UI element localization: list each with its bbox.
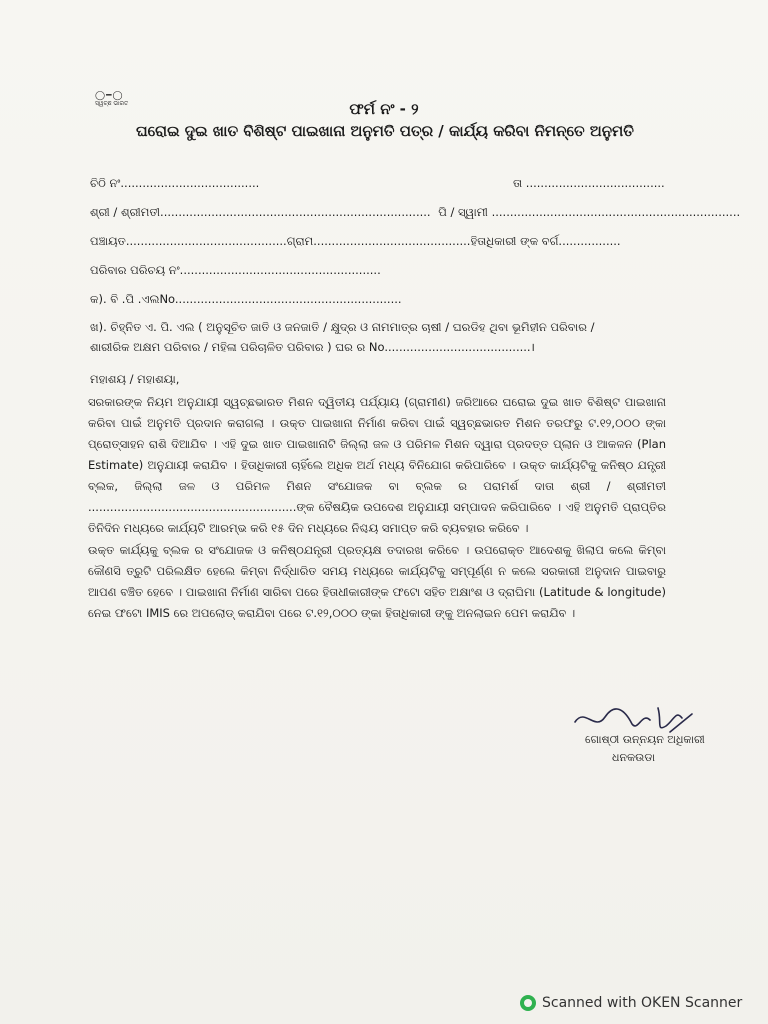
identified-apl-line-1: ଖ). ଚିହ୍ନିତ ଏ. ପି. ଏଲ ( ଅନୁସୂଚିତ ଜାତି ଓ ଜନଜାତି / କ୍ଷୁଦ୍ର ଓ ନାମମାତ୍ର ଚାଷୀ / ଘରଡିହ ଥିବା ଭୂମିହୀନ ପରିବାର / [90, 320, 595, 334]
date-field: ତା ...................................... [513, 176, 665, 190]
name-field: ଶ୍ରୀ / ଶ୍ରୀମତୀ.......................................................................... [90, 205, 431, 219]
identified-apl-line-2: ଶାରୀରିକ ଅକ୍ଷମ ପରିବାର / ମହିଳା ପରିଚାଳିତ ପରିବାର ) ଘର ର No........................................। [90, 340, 535, 354]
glasses-icon: ◯━◯ [95, 91, 124, 101]
logo-text: ସ୍ୱଚ୍ଛ ଭାରତ [95, 100, 129, 107]
father-husband-field: ପି / ସ୍ୱାମୀ .................................................................... [438, 205, 741, 219]
paragraph-1: ସରକାରଙ୍କ ନିୟମ ଅନୁଯାୟୀ ସ୍ୱଚ୍ଛଭାରତ ମିଶନ ଦ୍ୱିତୀୟ ପର୍ଯ୍ୟାୟ (ଗ୍ରାମୀଣ) ଜରିଆରେ ଘରୋଇ ଦୁଇ ଖାତ ବିଶିଷ୍ଟ ପାଇଖାନା କରିବା ପାଇଁ ଅନୁମତି ପ୍ରଦାନ କରାଗଲା । ଉକ୍ତ ପାଇଖାନା ନିର୍ମାଣ କରିବା ପାଇଁ ସ୍ୱଚ୍ଛଭାରତ ମିଶନ ତରଫରୁ ଟ.୧୨,୦୦୦ ଙ୍କା ପ୍ରୋତ୍ସାହନ ରାଶି ଦିଆଯିବ । ଏହି ଦୁଇ ଖାତ ପାଇଖାନାଟି ଜିଲ୍ଲା ଜଳ ଓ ପରିମଳ ମିଶନ ଦ୍ୱାରା ପ୍ରଦତ୍ତ ପ୍ଲାନ ଓ ଆକଳନ (Plan Estimate) ଅନୁଯାୟୀ କରାଯିବ । ହିତାଧିକାରୀ ଚାହିଁଲେ ଅଧିକ ଅର୍ଥ ମଧ୍ୟ ବିନିଯୋଗ କରିପାରିବେ । ଉକ୍ତ କାର୍ଯ୍ୟଟିକୁ କନିଷ୍ଠ ଯନ୍ତ୍ରୀ ବ୍ଲକ, ଜିଲ୍ଲା ଜଳ ଓ ପରିମଳ ମିଶନ ସଂଯୋଜକ ବା ବ୍ଲକ ର ପରାମର୍ଶ ଦାତା ଶ୍ରୀ / ଶ୍ରୀମତୀ .........................................................ଙ୍କ ବୈଷୟିକ ଉପଦେଶ ଅନୁଯାୟୀ ସମ୍ପାଦନ କରିପାରିବେ । ଏହି ଅନୁମତି ପ୍ରାପ୍ତିର ତିନିଦିନ ମଧ୍ୟରେ କାର୍ଯ୍ୟଟି ଆରମ୍ଭ କରି ୧୫ ଦିନ ମଧ୍ୟରେ ନିଶ୍ଚୟ ସମାପ୍ତ କରି ବ୍ୟବହାର କରିବେ । [88, 395, 666, 535]
form-title: ଘରୋଇ ଦୁଇ ଖାତ ବିଶିଷ୍ଟ ପାଇଖାନା ଅନୁମତି ପତ୍ର / କାର୍ଯ୍ୟ କରିବା ନିମନ୍ତେ ଅନୁମତି [136, 122, 634, 140]
scanner-watermark [520, 993, 742, 1013]
signatory-place: ଧନକଉଡା [612, 751, 655, 764]
scanner-text: Scanned with OKEN Scanner [542, 995, 743, 1011]
signatory-designation: ଗୋଷ୍ଠୀ ଉନ୍ନୟନ ଅଧିକାରୀ [585, 733, 705, 746]
oken-scanner-icon [520, 995, 536, 1011]
panchayat-village-category-field: ପଞ୍ଚାୟତ............................................ଗ୍ରାମ...........................................ହିତାଧିକାରୀ ଙ୍କ ବର୍ଗ................. [90, 234, 621, 248]
form-number: ଫର୍ମ ନଂ - ୨ [349, 100, 419, 118]
letter-number-field: ଚିଠି ନଂ...................................... [90, 176, 260, 190]
bpl-number-field: କ). ବି .ପି .ଏଲNo.............................................................. [90, 292, 402, 306]
paragraph-2: ଉକ୍ତ କାର୍ଯ୍ୟକୁ ବ୍ଲକ ର ସଂଯୋଜକ ଓ କନିଷ୍ଠଯନ୍ତ୍ରୀ ପ୍ରତ୍ୟକ୍ଷ ତଦାରଖ କରିବେ । ଉପରୋକ୍ତ ଆଦେଶକୁ ଖିଲାପ କଲେ କିମ୍ବା କୌଣସି ତ୍ରୁଟି ପରିଲକ୍ଷିତ ହେଲେ କିମ୍ବା ନିର୍ଦ୍ଧାରିତ ସମୟ ମଧ୍ୟରେ କାର୍ଯ୍ୟଟିକୁ ସମ୍ପୂର୍ଣ୍ଣ ନ କଲେ ସରକାରୀ ଅନୁଦାନ ପାଇବାରୁ ଆପଣ ବଞ୍ଚିତ ହେବେ । ପାଇଖାନା ନିର୍ମାଣ ସାରିବା ପରେ ହିତାଧୀକାରୀଙ୍କ ଫଟୋ ସହିତ ଅକ୍ଷାଂଶ ଓ ଦ୍ରାଘିମା (Latitude & longitude) ନେଇ ଫଟୋ IMIS ରେ ଅପଲୋଡ୍ କରାଯିବା ପରେ ଟ.୧୨,୦୦୦ ଙ୍କା ହିତାଧିକାରୀ ଙ୍କୁ ଅନଲାଇନ ପେମ କରାଯିବ । [88, 543, 666, 620]
name-and-relation-row [90, 205, 741, 220]
salutation: ମହାଶୟ / ମହାଶୟା, [90, 372, 180, 386]
family-id-field: ପରିବାର ପରିଚୟ ନଂ....................................................... [90, 263, 381, 277]
